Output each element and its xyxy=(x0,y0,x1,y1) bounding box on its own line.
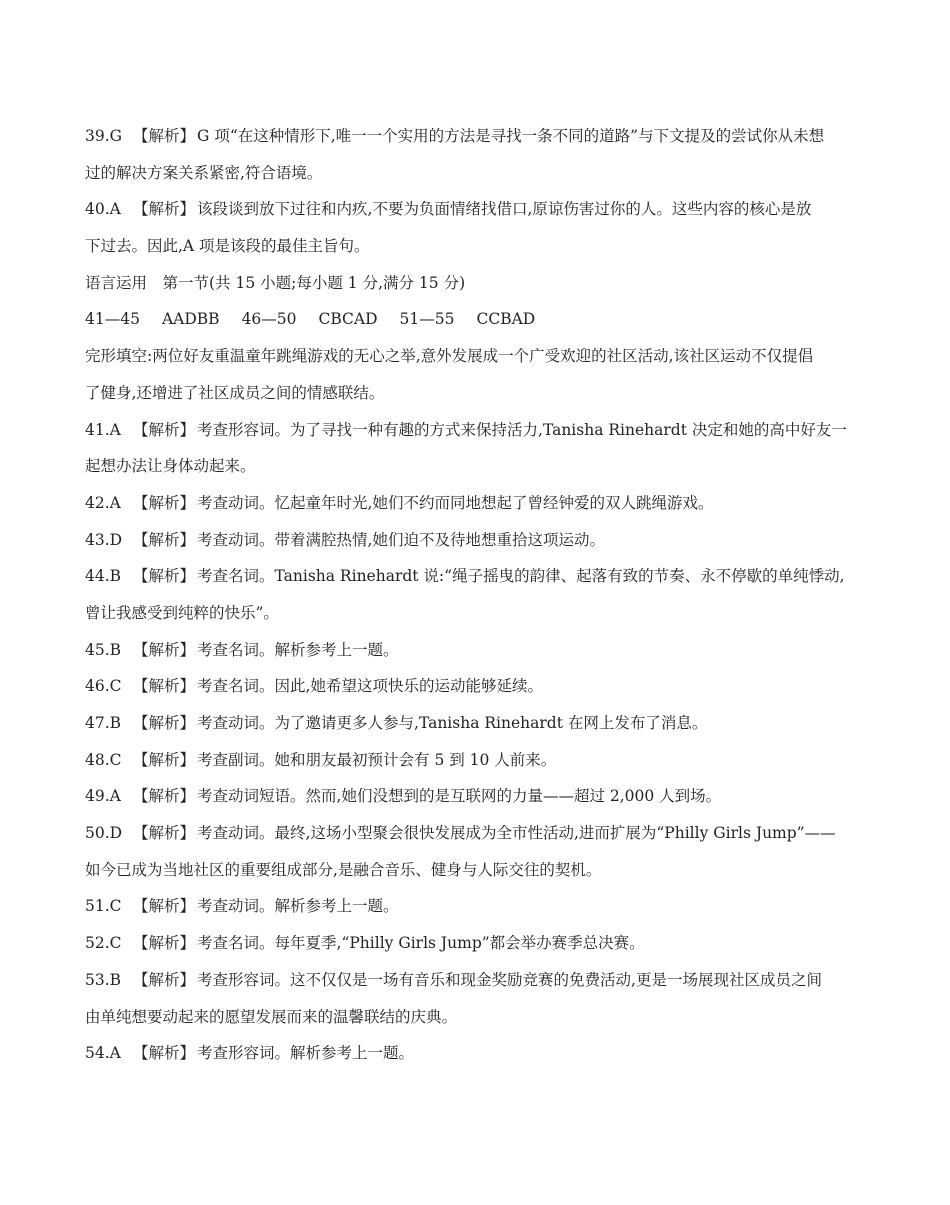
answer-key-letters: CBCAD xyxy=(318,310,378,329)
answer-item-49 xyxy=(85,778,870,815)
item-number: 40.A xyxy=(85,200,121,219)
analysis-tag: 【解析】 xyxy=(133,127,196,145)
item-number: 48.C xyxy=(85,750,122,769)
item-continuation: 由单纯想要动起来的愿望发展而来的温馨联结的庆典。 xyxy=(85,1007,458,1026)
answer-key xyxy=(85,301,870,338)
analysis-tag: 【解析】 xyxy=(133,970,196,989)
analysis-tag: 【解析】 xyxy=(133,824,196,843)
answer-item-44 xyxy=(85,558,870,595)
answer-key-range: 41—45 xyxy=(85,310,140,329)
analysis-tag: 【解析】 xyxy=(133,530,196,549)
item-number: 54.A xyxy=(85,1044,121,1063)
document-page xyxy=(85,118,870,1072)
item-number: 41.A xyxy=(85,420,121,439)
item-text: 考查动词。最终,这场小型聚会很快发展成为全市性活动,进而扩展为“Philly Girls Jump”—— xyxy=(197,824,836,843)
item-number: 44.B xyxy=(85,567,122,586)
item-text: 考查名词。解析参考上一题。 xyxy=(197,640,399,659)
item-number: 42.A xyxy=(85,493,121,512)
item-text: 考查名词。因此,她希望这项快乐的运动能够延续。 xyxy=(197,677,543,696)
analysis-tag: 【解析】 xyxy=(133,567,196,586)
item-text: 该段谈到放下过往和内疚,不要为负面情绪找借口,原谅伤害过你的人。这些内容的核心是放 xyxy=(197,200,812,219)
analysis-tag: 【解析】 xyxy=(133,1044,196,1063)
item-number: 39.G xyxy=(85,127,123,145)
item-text: 考查副词。她和朋友最初预计会有 5 到 10 人前来。 xyxy=(197,750,557,769)
analysis-tag: 【解析】 xyxy=(133,200,196,219)
analysis-tag: 【解析】 xyxy=(133,787,196,806)
item-number: 52.C xyxy=(85,934,122,953)
item-text: 考查名词。每年夏季,“Philly Girls Jump”都会举办赛季总决赛。 xyxy=(197,934,645,953)
answer-item-48 xyxy=(85,742,870,779)
answer-key-range: 46—50 xyxy=(241,310,297,329)
item-number: 46.C xyxy=(85,677,122,696)
item-number: 50.D xyxy=(85,824,123,843)
item-continuation: 下过去。因此,A 项是该段的最佳主旨句。 xyxy=(85,237,370,256)
analysis-tag: 【解析】 xyxy=(133,677,196,696)
item-number: 43.D xyxy=(85,530,123,549)
cloze-summary: 完形填空:两位好友重温童年跳绳游戏的无心之举,意外发展成一个广受欢迎的社区活动,该社区运动不仅提倡 xyxy=(85,347,814,366)
analysis-tag: 【解析】 xyxy=(133,714,196,732)
answer-item-40 xyxy=(85,191,870,228)
analysis-tag: 【解析】 xyxy=(133,934,196,953)
item-text: 考查动词短语。然而,她们没想到的是互联网的力量——超过 2,000 人到场。 xyxy=(197,787,722,806)
answer-item-39 xyxy=(85,118,870,155)
answer-key-range: 51—55 xyxy=(399,310,455,329)
analysis-tag: 【解析】 xyxy=(133,493,196,512)
item-continuation: 起想办法让身体动起来。 xyxy=(85,457,256,476)
answer-item-47 xyxy=(85,705,870,742)
analysis-tag: 【解析】 xyxy=(133,897,196,916)
answer-item-51 xyxy=(85,888,870,925)
answer-item-52 xyxy=(85,925,870,962)
answer-key-letters: CCBAD xyxy=(476,310,536,329)
item-text: 考查名词。Tanisha Rinehardt 说:“绳子摇曳的韵律、起落有致的节奏、永不停歇的单纯悸动, xyxy=(197,567,845,586)
analysis-tag: 【解析】 xyxy=(133,420,196,439)
item-text: 考查动词。解析参考上一题。 xyxy=(197,897,399,916)
answer-item-42 xyxy=(85,485,870,522)
item-text: 考查动词。忆起童年时光,她们不约而同地想起了曾经钟爱的双人跳绳游戏。 xyxy=(197,493,714,512)
item-continuation: 曾让我感受到纯粹的快乐”。 xyxy=(85,603,279,622)
item-number: 45.B xyxy=(85,640,122,659)
item-number: 47.B xyxy=(85,714,122,732)
section-heading: 语言运用 第一节(共 15 小题;每小题 1 分,满分 15 分) xyxy=(85,273,466,292)
item-continuation: 过的解决方案关系紧密,符合语境。 xyxy=(85,163,323,182)
item-number: 53.B xyxy=(85,970,122,989)
answer-item-46 xyxy=(85,668,870,705)
item-number: 49.A xyxy=(85,787,121,806)
item-text: 考查形容词。这不仅仅是一场有音乐和现金奖励竞赛的免费活动,更是一场展现社区成员之间 xyxy=(197,970,822,989)
answer-item-50 xyxy=(85,815,870,852)
item-text: 考查动词。为了邀请更多人参与,Tanisha Rinehardt 在网上发布了消息。 xyxy=(197,714,708,732)
cloze-summary-continuation: 了健身,还增进了社区成员之间的情感联结。 xyxy=(85,383,385,402)
answer-item-43 xyxy=(85,522,870,559)
item-number: 51.C xyxy=(85,897,122,916)
item-text: 考查动词。带着满腔热情,她们迫不及待地想重拾这项运动。 xyxy=(197,530,605,549)
item-continuation: 如今已成为当地社区的重要组成部分,是融合音乐、健身与人际交往的契机。 xyxy=(85,860,602,879)
answer-item-41 xyxy=(85,412,870,449)
analysis-tag: 【解析】 xyxy=(133,640,196,659)
answer-item-53 xyxy=(85,962,870,999)
item-text: 考查形容词。为了寻找一种有趣的方式来保持活力,Tanisha Rinehardt 决定和她的高中好友一 xyxy=(197,420,847,439)
analysis-tag: 【解析】 xyxy=(133,750,196,769)
item-text: G 项“在这种情形下,唯一一个实用的方法是寻找一条不同的道路”与下文提及的尝试你从未想 xyxy=(197,127,825,145)
answer-key-letters: AADBB xyxy=(161,310,220,329)
answer-item-45 xyxy=(85,632,870,669)
answer-item-54 xyxy=(85,1035,870,1072)
item-text: 考查形容词。解析参考上一题。 xyxy=(197,1044,415,1063)
